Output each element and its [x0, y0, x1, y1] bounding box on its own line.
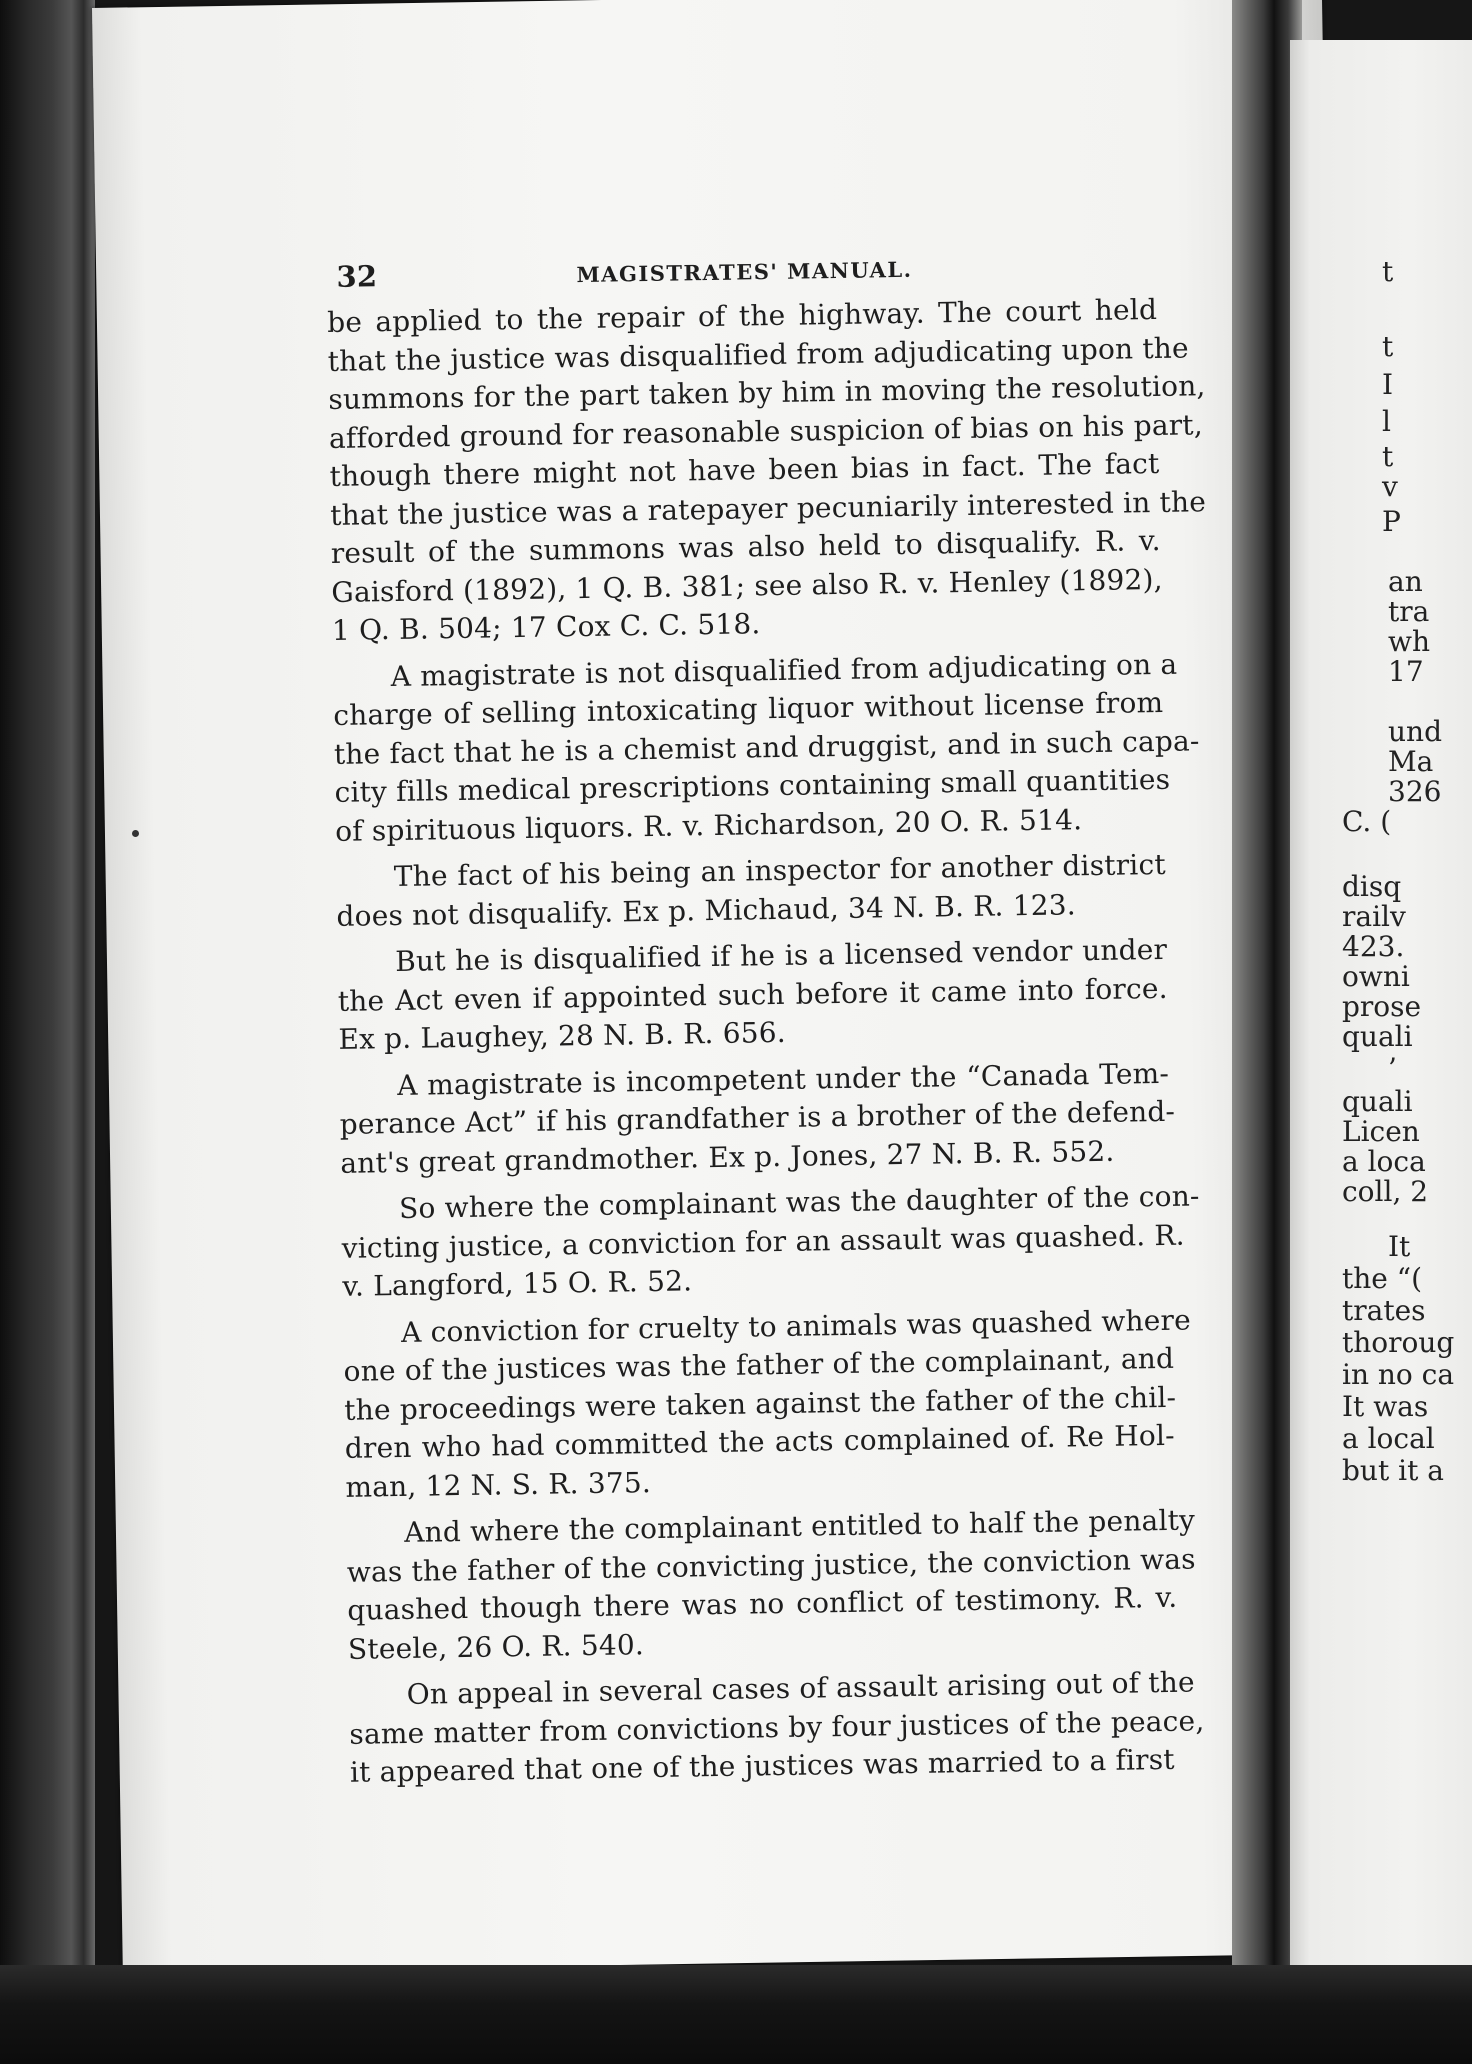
right-page-fragment: quali	[1342, 1085, 1413, 1118]
bottom-shadow	[0, 1965, 1472, 2064]
text-line: On appeal in several cases of assault arising out of the	[406, 1665, 1196, 1711]
text-line: perance Act” if his grandfather is a brother of the defend-	[339, 1094, 1176, 1141]
body-text	[326, 291, 1207, 1792]
text-line: dren who had committed the acts complained of. Re Hol-	[344, 1418, 1176, 1465]
right-page-fragment: 17	[1388, 655, 1424, 688]
right-page-fragment: l	[1382, 405, 1391, 438]
text-line: that the justice was a ratepayer pecuniarily interested in the	[329, 484, 1207, 532]
paragraph	[341, 1178, 1200, 1307]
text-line: quashed though there was no conflict of testimony. R. v.	[347, 1580, 1178, 1627]
text-line: But he is disqualified if he is a licensed vendor under	[394, 932, 1168, 978]
text-line: So where the complainant was the daughter of the con-	[398, 1179, 1200, 1225]
right-page-fragment: und	[1388, 715, 1442, 748]
right-page-fragment: ’	[1388, 1052, 1397, 1085]
running-head: MAGISTRATES' MANUAL.	[576, 256, 913, 288]
right-page-fragment: 326	[1388, 775, 1442, 808]
paragraph	[343, 1301, 1192, 1507]
text-line: v. Langford, 15 O. R. 52.	[342, 1264, 693, 1303]
text-line: A conviction for cruelty to animals was quashed where	[400, 1303, 1192, 1349]
text-line: the proceedings were taken against the father of the chil-	[343, 1380, 1177, 1427]
text-line: that the justice was disqualified from adjudicating upon the	[327, 330, 1190, 378]
text-line: of spirituous liquors. R. v. Richardson, 20 O. R. 514.	[334, 802, 1083, 848]
paragraph	[346, 1502, 1196, 1669]
text-line: result of the summons was also held to disqualify. R. v.	[330, 523, 1161, 570]
right-page-fragment: It	[1388, 1230, 1411, 1263]
text-line: Ex p. Laughey, 28 N. B. R. 656.	[338, 1015, 787, 1056]
text-line: same matter from convictions by four justices of the peace,	[349, 1703, 1205, 1751]
right-page-fragment: C. (	[1342, 805, 1392, 838]
paragraph	[337, 931, 1169, 1060]
text-line: afforded ground for reasonable suspicion of bias on his part,	[328, 407, 1204, 455]
right-page-fragment: railv	[1342, 900, 1406, 933]
text-line: ant's great grandmother. Ex p. Jones, 27 N. B. R. 552.	[340, 1134, 1115, 1180]
right-page-fragment: t	[1382, 255, 1394, 288]
right-page-fragment: coll, 2	[1342, 1175, 1429, 1208]
text-line: A magistrate is not disqualified from adjudicating on a	[390, 647, 1178, 693]
right-page-fragment: tra	[1388, 595, 1430, 628]
right-page-fragment: the “(	[1342, 1262, 1422, 1295]
text-line: charge of selling intoxicating liquor without license from	[333, 685, 1164, 732]
paragraph	[336, 846, 1167, 936]
right-page-fragment: Licen	[1342, 1115, 1420, 1148]
right-page-fragment: Ma	[1388, 745, 1434, 778]
text-line: And where the complainant entitled to half the penalty	[403, 1503, 1196, 1549]
right-page-fragment: trates	[1342, 1294, 1426, 1327]
right-page-fragment: an	[1388, 565, 1423, 598]
right-page-fragment: t	[1382, 440, 1394, 473]
right-page-fragment: I	[1382, 368, 1394, 401]
right-page-fragment: prose	[1342, 990, 1422, 1023]
text-line: Steele, 26 O. R. 540.	[347, 1627, 645, 1666]
right-page-fragment: It was	[1342, 1390, 1429, 1423]
speck-mark	[132, 830, 139, 837]
page-text	[326, 235, 1207, 1800]
text-line: one of the justices was the father of the complainant, and	[343, 1341, 1175, 1388]
right-page-fragment: a local	[1342, 1422, 1435, 1455]
text-line: be applied to the repair of the highway. The court held	[326, 292, 1158, 339]
right-page-fragment: disq	[1342, 870, 1402, 903]
right-page-fragment: P	[1382, 505, 1401, 538]
text-line: The fact of his being an inspector for another district	[393, 847, 1167, 894]
book-spine	[0, 0, 95, 2064]
text-line: A magistrate is incompetent under the “Canada Tem-	[396, 1056, 1170, 1102]
text-line: does not disqualify. Ex p. Michaud, 34 N. B. R. 123.	[336, 887, 1077, 933]
right-page-fragment: owni	[1342, 960, 1410, 993]
page-number: 32	[336, 259, 378, 294]
right-page-fragment: 423.	[1342, 930, 1405, 963]
text-line: 1 Q. B. 504; 17 Cox C. C. 518.	[331, 607, 761, 647]
text-line: the fact that he is a chemist and druggist, and in such capa-	[333, 723, 1200, 771]
text-line: man, 12 N. S. R. 375.	[345, 1465, 652, 1504]
text-line: it appeared that one of the justices was married to a first	[349, 1742, 1176, 1789]
text-line: was the father of the convicting justice, the conviction was	[346, 1542, 1196, 1589]
right-page-fragment: wh	[1388, 625, 1430, 658]
right-page-fragment: thoroug	[1342, 1326, 1455, 1359]
right-page-fragment: t	[1382, 330, 1394, 363]
right-page-fragment: in no ca	[1342, 1358, 1455, 1391]
text-line: city fills medical prescriptions containing small quantities	[334, 762, 1171, 809]
paragraph	[332, 645, 1200, 851]
text-line: victing justice, a conviction for an assault was quashed. R.	[341, 1218, 1186, 1265]
paragraph	[339, 1054, 1176, 1183]
right-page-fragment: v	[1382, 470, 1398, 503]
text-line: though there might not have been bias in fact. The fact	[329, 446, 1160, 493]
paragraph	[326, 291, 1207, 650]
right-page-fragment: a loca	[1342, 1145, 1426, 1178]
text-line: summons for the part taken by him in moving the resolution,	[328, 369, 1206, 416]
paragraph	[348, 1664, 1205, 1793]
text-line: Gaisford (1892), 1 Q. B. 381; see also R. v. Henley (1892),	[331, 562, 1163, 609]
right-page-fragment: quali	[1342, 1020, 1413, 1053]
right-page-fragment: but it a	[1342, 1454, 1444, 1487]
text-line: the Act even if appointed such before it came into force.	[337, 971, 1168, 1018]
right-page	[1290, 40, 1472, 1980]
